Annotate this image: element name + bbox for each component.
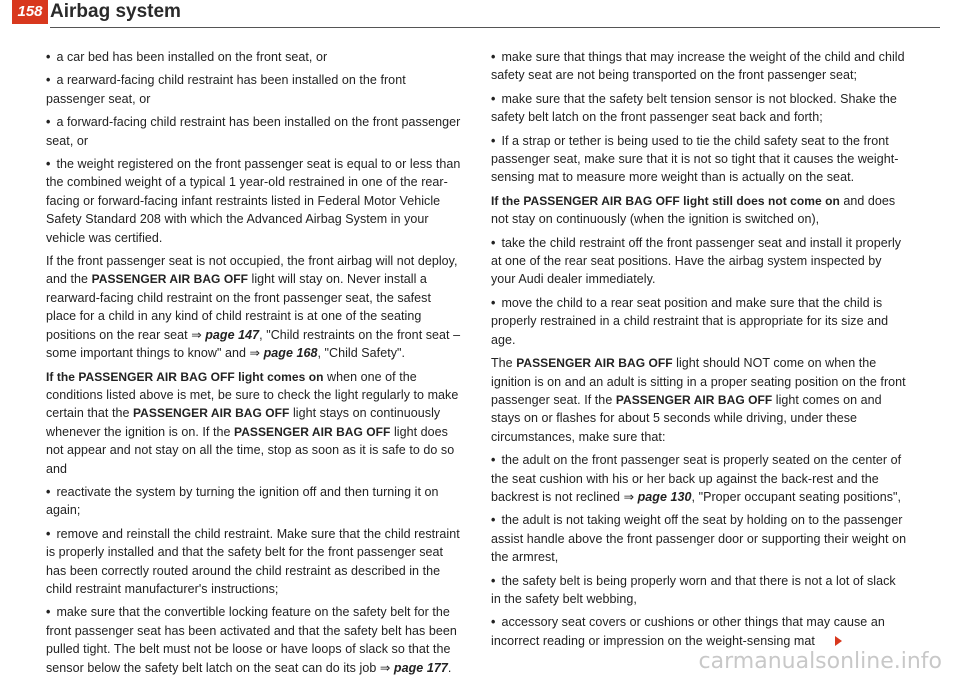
list-item: • a rearward-facing child restraint has been installed on the front passenger seat, or <box>46 73 406 106</box>
list-item: • a car bed has been installed on the front seat, or <box>46 50 328 64</box>
list-item: • the adult on the front passenger seat is properly seated on the center of the seat cushion with his or her back up against the back-rest and the backrest is not reclined ⇒ page 130, "Proper occupant seating positions", <box>491 453 902 504</box>
page-reference-link[interactable]: page 177 <box>393 660 448 675</box>
paragraph: If the PASSENGER AIR BAG OFF light comes on when one of the conditions listed above is met, be sure to check the light regularly to make certain that the PASSENGER AIR BAG OFF light stays on continuously whenever the ignition is on. If the PASSENGER AIR BAG OFF light does not appear and not stay on all the time, stop as soon as it is safe to do so and <box>46 369 459 476</box>
list-item: • the weight registered on the front passenger seat is equal to or less than the combined weight of a typical 1 year-old restrained in one of the rear-facing or forward-facing infant restraints listed in Federal Motor Vehicle Safety Standard 208 with which the Advanced Airbag System in your vehicle was certified. <box>46 157 461 245</box>
page-reference-link[interactable]: page 130 <box>637 489 692 504</box>
list-item: • accessory seat covers or cushions or other things that may cause an incorrect reading or impression on the weight-sensing mat <box>491 615 885 648</box>
cross-reference-arrow-icon: ⇒ <box>623 489 635 504</box>
list-item: • remove and reinstall the child restraint. Make sure that the child restraint is properly installed and that the safety belt for the front passenger seat has been correctly routed around the child restraint as described in the child restraint manufacturer's instructions; <box>46 526 460 596</box>
paragraph: The PASSENGER AIR BAG OFF light should NOT come on when the ignition is on and an adult is sitting in a proper seating position on the front passenger seat. If the PASSENGER AIR BAG OFF light comes on and stays on or flashes for about 5 seconds while driving, under these circumstances, make sure that: <box>491 356 906 444</box>
list-item: • a forward-facing child restraint has been installed on the front passenger seat, or <box>46 115 461 148</box>
list-item: • reactivate the system by turning the ignition off and then turning it on again; <box>46 484 439 518</box>
cross-reference-arrow-icon: ⇒ <box>379 660 391 675</box>
page-reference-link[interactable]: page 147 <box>205 327 260 342</box>
header-rule <box>50 27 940 28</box>
watermark: carmanualsonline.info <box>698 649 942 674</box>
cross-reference-arrow-icon: ⇒ <box>249 346 261 361</box>
right-column <box>491 48 907 655</box>
list-item: • the safety belt is being properly worn and that there is not a lot of slack in the safety belt webbing, <box>491 573 896 606</box>
page-number: 158 <box>12 0 48 24</box>
list-item: • move the child to a rear seat position and make sure that the child is properly restrained in a child restraint that is appropriate for its size and age. <box>491 295 889 347</box>
list-item: • make sure that the safety belt tension sensor is not blocked. Shake the safety belt latch on the front passenger seat back and forth; <box>491 91 897 125</box>
page-header <box>0 0 960 30</box>
left-column <box>46 48 462 682</box>
paragraph: If the PASSENGER AIR BAG OFF light still does not come on and does not stay on continuously (when the ignition is switched on), <box>491 193 896 227</box>
cross-reference-arrow-icon: ⇒ <box>191 327 202 342</box>
list-item: • take the child restraint off the front passenger seat and install it properly at one of the rear seat positions. Have the airbag system inspected by your Audi dealer immediately. <box>491 235 902 287</box>
paragraph: If the front passenger seat is not occupied, the front airbag will not deploy, and the PASSENGER AIR BAG OFF light will stay on. Never install a rearward-facing child restraint on the front passenger seat, the safest place for a child in any kind of child restraint is at one of the seating positions on the rear seat ⇒ page 147, "Child restraints on the front seat – some important things to know" and ⇒ page 168, "Child Safety". <box>46 254 461 361</box>
page-title: Airbag system <box>50 1 181 22</box>
list-item: • make sure that the convertible locking feature on the safety belt for the front passenger seat has been activated and that the safety belt has been pulled tight. The belt must not be loose or have loops of slack so that the sensor below the safety belt latch on the seat can do its job ⇒ page 177. <box>46 605 457 675</box>
list-item: • the adult is not taking weight off the seat by holding on to the passenger assist handle above the front passenger door or supporting their weight on the armrest, <box>491 513 907 565</box>
list-item: • If a strap or tether is being used to tie the child safety seat to the front passenger seat, make sure that it is not so tight that it causes the weight-sensing mat to measure more weight than is actually on the seat. <box>491 133 899 185</box>
continue-arrow-icon <box>835 636 842 646</box>
list-item: • make sure that things that may increase the weight of the child and child safety seat are not being transported on the front passenger seat; <box>491 50 905 83</box>
page-reference-link[interactable]: page 168 <box>263 346 318 361</box>
